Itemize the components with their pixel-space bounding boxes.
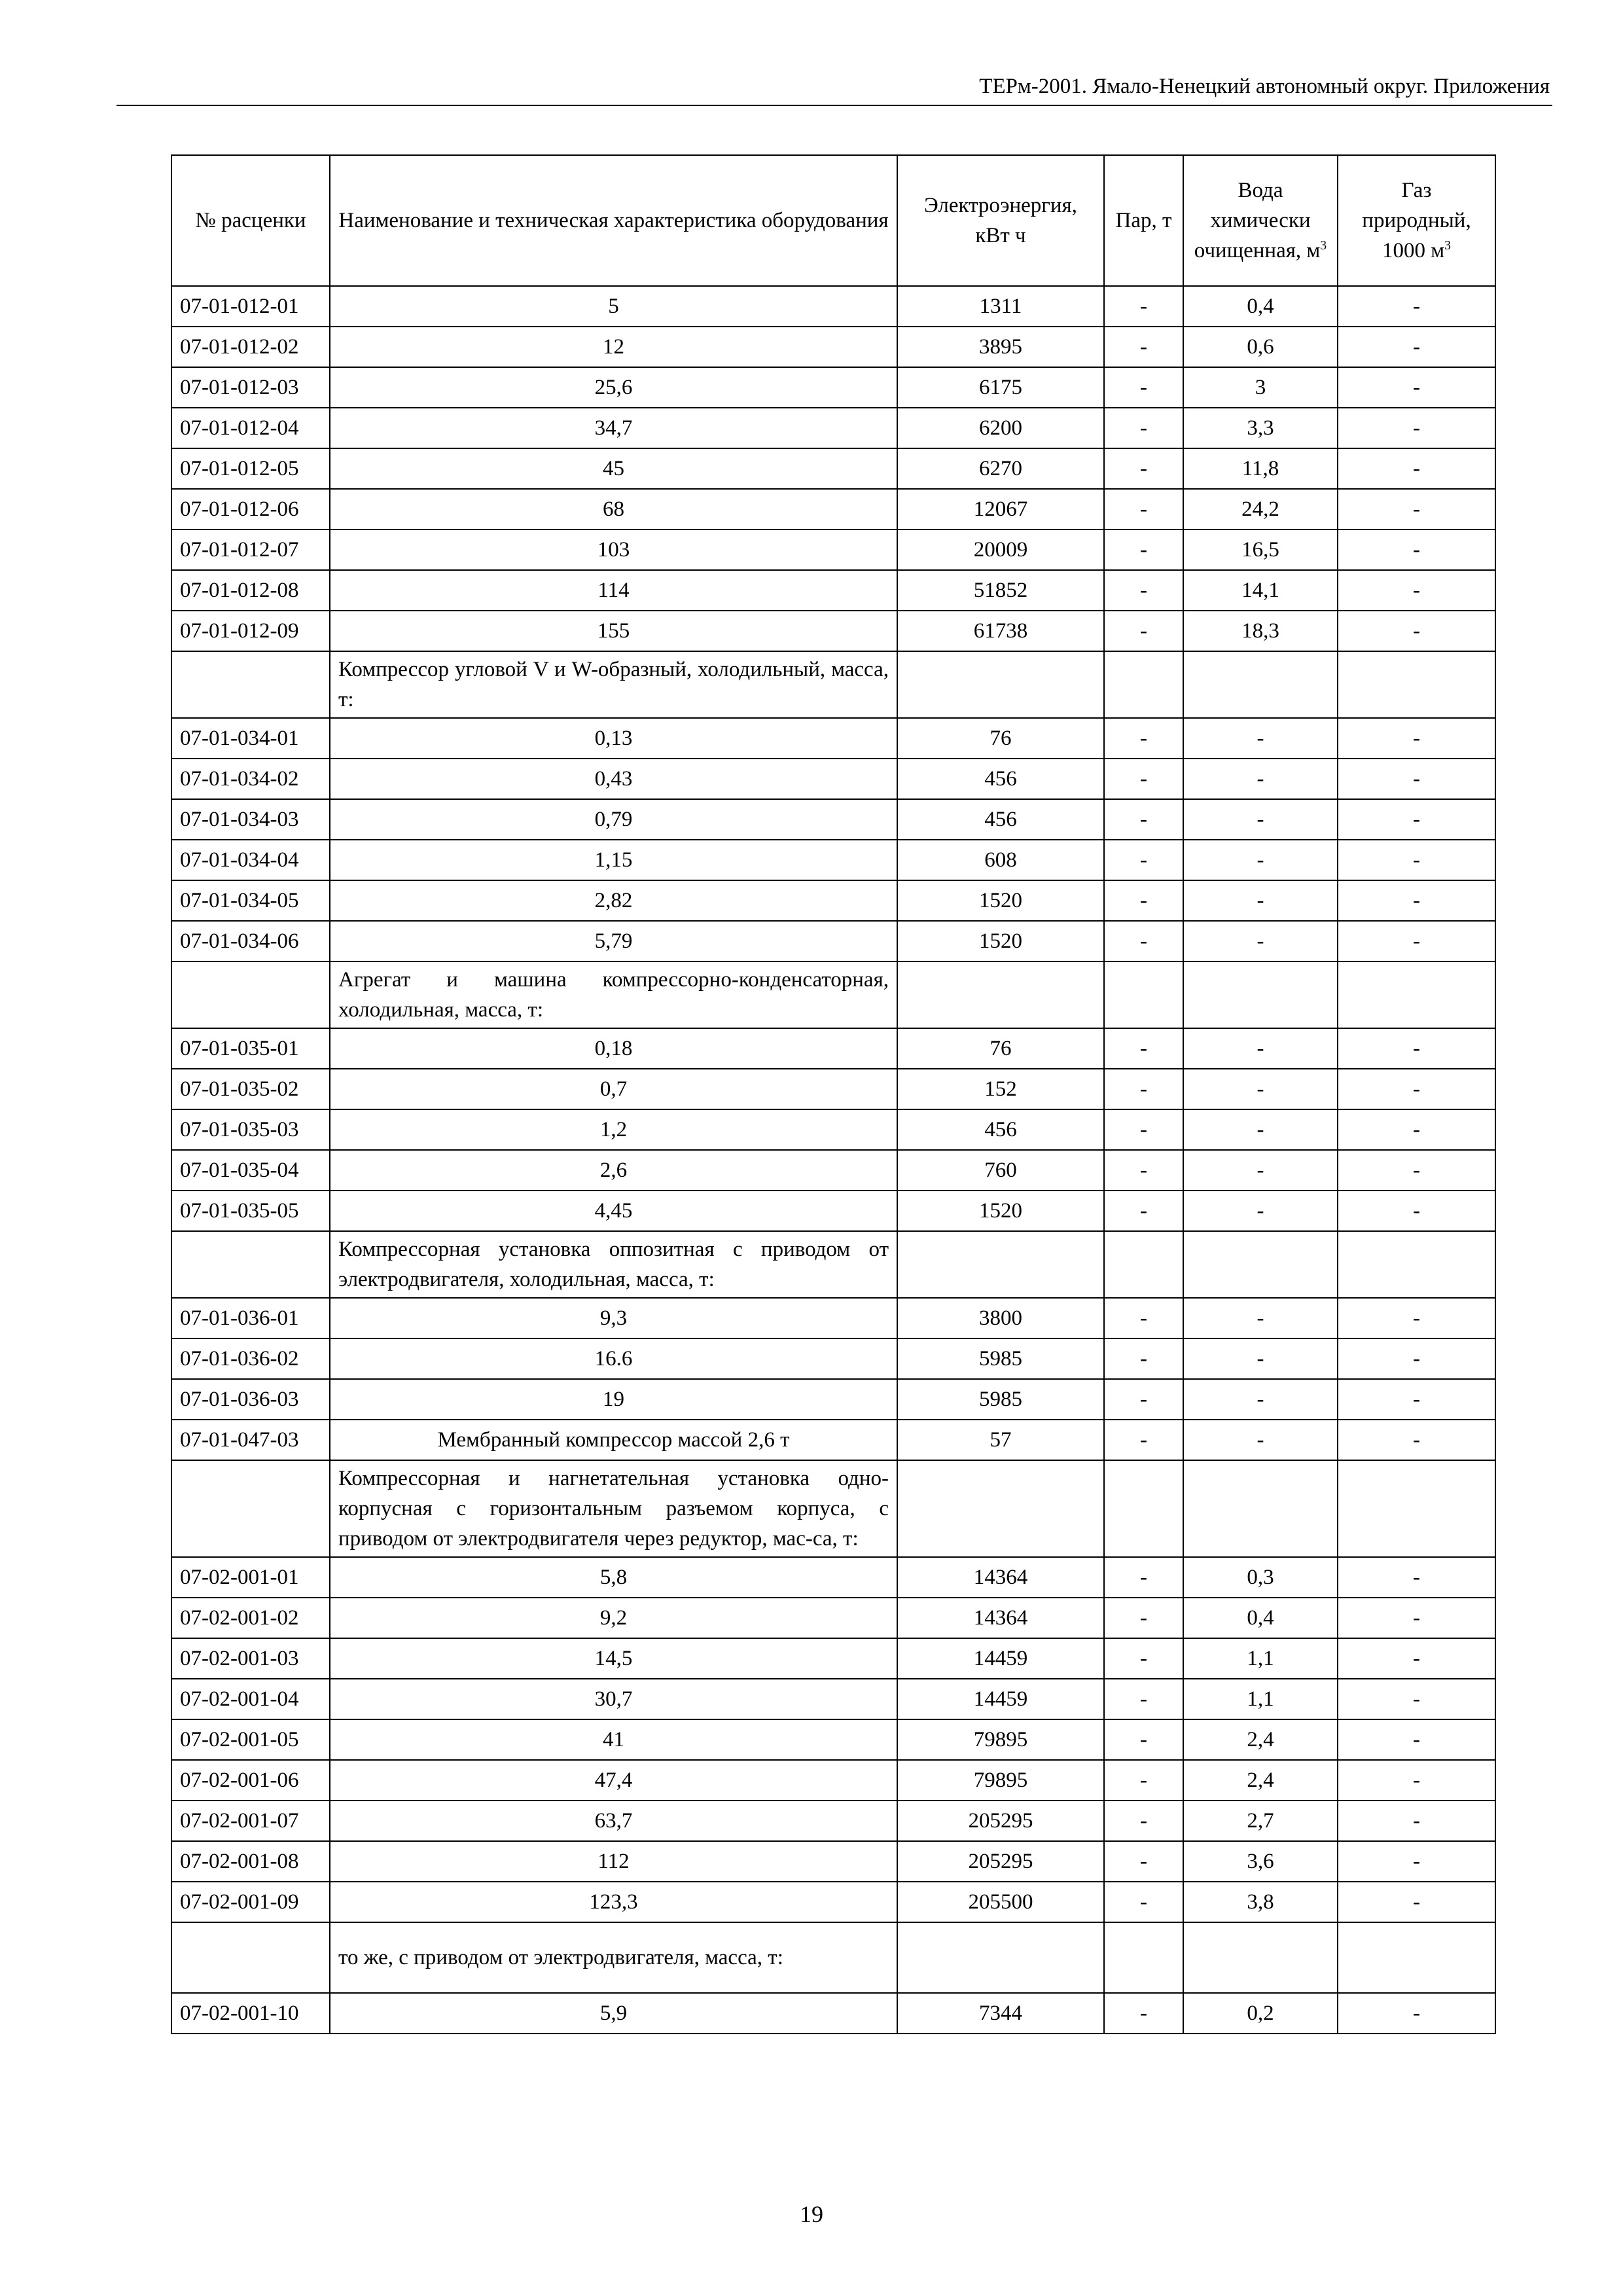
cell-water: 0,4 — [1183, 286, 1338, 327]
table-row — [171, 1298, 1495, 1338]
cell-water: 24,2 — [1183, 489, 1338, 529]
cell-name: 0,43 — [330, 759, 897, 799]
cell-water: 3 — [1183, 367, 1338, 408]
cell-gas: - — [1338, 1841, 1495, 1882]
cell-name: 16.6 — [330, 1338, 897, 1379]
cell-name: 114 — [330, 570, 897, 611]
cell-water: 2,4 — [1183, 1760, 1338, 1801]
table-row — [171, 1379, 1495, 1420]
cell-power: 6175 — [897, 367, 1104, 408]
cell-gas: - — [1338, 408, 1495, 448]
cell-name: 63,7 — [330, 1801, 897, 1841]
cell-water: 0,2 — [1183, 1993, 1338, 2034]
table-row — [171, 1191, 1495, 1231]
cell-power: 205500 — [897, 1882, 1104, 1922]
cell-steam: - — [1104, 1598, 1183, 1638]
cell-code-empty — [171, 1922, 330, 1993]
cell-name: 103 — [330, 529, 897, 570]
cell-code: 07-01-012-01 — [171, 286, 330, 327]
cell-gas: - — [1338, 1191, 1495, 1231]
cell-gas: - — [1338, 570, 1495, 611]
cell-steam: - — [1104, 1379, 1183, 1420]
cell-water: 18,3 — [1183, 611, 1338, 651]
cell-name: 0,79 — [330, 799, 897, 840]
cell-code: 07-02-001-01 — [171, 1557, 330, 1598]
cell-name: 2,6 — [330, 1150, 897, 1191]
cell-power-empty — [897, 651, 1104, 718]
table-row — [171, 1841, 1495, 1882]
cell-gas: - — [1338, 1069, 1495, 1109]
cell-power: 14364 — [897, 1557, 1104, 1598]
cell-steam: - — [1104, 1638, 1183, 1679]
cell-name: 5,79 — [330, 921, 897, 961]
cell-gas: - — [1338, 1679, 1495, 1719]
cell-code: 07-01-035-03 — [171, 1109, 330, 1150]
cell-power: 57 — [897, 1420, 1104, 1460]
table-body — [171, 286, 1495, 2034]
cell-power: 79895 — [897, 1719, 1104, 1760]
cell-power: 205295 — [897, 1841, 1104, 1882]
cell-code: 07-01-012-05 — [171, 448, 330, 489]
cell-water: - — [1183, 921, 1338, 961]
table-row — [171, 1028, 1495, 1069]
col-header-gas — [1338, 155, 1495, 286]
cell-water: - — [1183, 759, 1338, 799]
cell-code-empty — [171, 961, 330, 1028]
cell-gas: - — [1338, 1150, 1495, 1191]
cell-name: 0,7 — [330, 1069, 897, 1109]
cell-steam: - — [1104, 1298, 1183, 1338]
cell-code: 07-02-001-07 — [171, 1801, 330, 1841]
cell-steam: - — [1104, 1069, 1183, 1109]
cell-water: - — [1183, 1069, 1338, 1109]
cell-gas: - — [1338, 1338, 1495, 1379]
cell-steam: - — [1104, 1679, 1183, 1719]
cell-power: 20009 — [897, 529, 1104, 570]
table-row — [171, 1598, 1495, 1638]
cell-name: 25,6 — [330, 367, 897, 408]
cell-code: 07-01-034-04 — [171, 840, 330, 880]
cell-steam-empty — [1104, 1460, 1183, 1557]
cell-power: 3895 — [897, 327, 1104, 367]
cell-gas: - — [1338, 1598, 1495, 1638]
cell-code-empty — [171, 651, 330, 718]
cell-water-empty — [1183, 651, 1338, 718]
cell-water: 16,5 — [1183, 529, 1338, 570]
cell-name: 5 — [330, 286, 897, 327]
cell-name: 41 — [330, 1719, 897, 1760]
col-header-steam: Пар, т — [1104, 155, 1183, 286]
cell-steam: - — [1104, 1191, 1183, 1231]
cell-code: 07-01-035-01 — [171, 1028, 330, 1069]
cell-power: 51852 — [897, 570, 1104, 611]
cell-power-empty — [897, 1231, 1104, 1298]
cell-name: 112 — [330, 1841, 897, 1882]
table-row — [171, 1069, 1495, 1109]
cell-name: 0,13 — [330, 718, 897, 759]
cell-gas: - — [1338, 448, 1495, 489]
cell-gas: - — [1338, 1882, 1495, 1922]
cell-gas: - — [1338, 1638, 1495, 1679]
table-row — [171, 880, 1495, 921]
cell-power: 3800 — [897, 1298, 1104, 1338]
table-row — [171, 718, 1495, 759]
cell-steam: - — [1104, 1338, 1183, 1379]
cell-name: 30,7 — [330, 1679, 897, 1719]
table-row — [171, 1679, 1495, 1719]
cell-code: 07-01-036-03 — [171, 1379, 330, 1420]
table-header-row — [171, 155, 1495, 286]
cell-water: - — [1183, 799, 1338, 840]
table-row — [171, 570, 1495, 611]
section-description: Компрессорная и нагнетательная установка одно-корпусная с горизонтальным разъемом корпуса, с приводом от электродвигателя через редуктор, мас-са, т: — [330, 1460, 897, 1557]
cell-name: 9,2 — [330, 1598, 897, 1638]
cell-gas: - — [1338, 1993, 1495, 2034]
table-row — [171, 611, 1495, 651]
cell-water: - — [1183, 1420, 1338, 1460]
cell-gas: - — [1338, 921, 1495, 961]
cell-name: 14,5 — [330, 1638, 897, 1679]
cell-water: 0,4 — [1183, 1598, 1338, 1638]
section-description: Компрессор угловой V и W-образный, холодильный, масса, т: — [330, 651, 897, 718]
cell-steam: - — [1104, 611, 1183, 651]
section-header-row — [171, 1922, 1495, 1993]
table-row — [171, 1109, 1495, 1150]
table-row — [171, 1638, 1495, 1679]
cell-code: 07-01-035-04 — [171, 1150, 330, 1191]
cell-steam-empty — [1104, 651, 1183, 718]
table-row — [171, 921, 1495, 961]
cell-name: 0,18 — [330, 1028, 897, 1069]
cell-power: 6270 — [897, 448, 1104, 489]
page-number: 19 — [800, 2201, 823, 2227]
cell-steam: - — [1104, 1760, 1183, 1801]
cell-water: 2,4 — [1183, 1719, 1338, 1760]
cell-steam: - — [1104, 448, 1183, 489]
cell-power: 14459 — [897, 1679, 1104, 1719]
cell-steam: - — [1104, 1028, 1183, 1069]
cell-power-empty — [897, 1922, 1104, 1993]
cell-name: 5,8 — [330, 1557, 897, 1598]
cell-code: 07-02-001-02 — [171, 1598, 330, 1638]
cell-water: 3,8 — [1183, 1882, 1338, 1922]
cell-gas: - — [1338, 1760, 1495, 1801]
cell-code: 07-01-012-04 — [171, 408, 330, 448]
cell-gas-empty — [1338, 1460, 1495, 1557]
cell-code: 07-01-034-03 — [171, 799, 330, 840]
cell-gas: - — [1338, 327, 1495, 367]
cell-code: 07-01-012-08 — [171, 570, 330, 611]
table-row — [171, 529, 1495, 570]
cell-code: 07-01-012-06 — [171, 489, 330, 529]
cell-gas: - — [1338, 840, 1495, 880]
cell-steam: - — [1104, 529, 1183, 570]
cell-water: - — [1183, 1028, 1338, 1069]
cell-code: 07-01-034-05 — [171, 880, 330, 921]
cell-power: 79895 — [897, 1760, 1104, 1801]
cell-gas: - — [1338, 759, 1495, 799]
resource-table — [171, 154, 1496, 2034]
cell-power: 456 — [897, 799, 1104, 840]
cell-code-empty — [171, 1231, 330, 1298]
cell-power: 12067 — [897, 489, 1104, 529]
cell-code: 07-02-001-09 — [171, 1882, 330, 1922]
cell-water: 0,3 — [1183, 1557, 1338, 1598]
cell-name: Мембранный компрессор массой 2,6 т — [330, 1420, 897, 1460]
cell-power: 1520 — [897, 921, 1104, 961]
table-row — [171, 286, 1495, 327]
cell-steam: - — [1104, 367, 1183, 408]
cell-steam: - — [1104, 1993, 1183, 2034]
cell-steam: - — [1104, 1841, 1183, 1882]
cell-power: 76 — [897, 1028, 1104, 1069]
cell-gas: - — [1338, 799, 1495, 840]
cell-power: 7344 — [897, 1993, 1104, 2034]
cell-water: - — [1183, 1150, 1338, 1191]
table-row — [171, 1882, 1495, 1922]
cell-code: 07-02-001-03 — [171, 1638, 330, 1679]
cell-water: 1,1 — [1183, 1638, 1338, 1679]
cell-power: 1520 — [897, 1191, 1104, 1231]
col-header-code: № расценки — [171, 155, 330, 286]
cell-name: 45 — [330, 448, 897, 489]
table-row — [171, 1338, 1495, 1379]
section-header-row — [171, 1460, 1495, 1557]
cell-gas: - — [1338, 611, 1495, 651]
cell-code: 07-02-001-10 — [171, 1993, 330, 2034]
cell-power: 76 — [897, 718, 1104, 759]
table-row — [171, 759, 1495, 799]
cell-name: 1,15 — [330, 840, 897, 880]
cell-steam: - — [1104, 880, 1183, 921]
table-row — [171, 1150, 1495, 1191]
cell-water: - — [1183, 880, 1338, 921]
cell-code: 07-02-001-04 — [171, 1679, 330, 1719]
cell-steam: - — [1104, 408, 1183, 448]
cell-water-empty — [1183, 1922, 1338, 1993]
table-row — [171, 408, 1495, 448]
cell-power: 61738 — [897, 611, 1104, 651]
cell-gas: - — [1338, 489, 1495, 529]
cell-gas: - — [1338, 286, 1495, 327]
section-description: Агрегат и машина компрессорно-конденсаторная, холодильная, масса, т: — [330, 961, 897, 1028]
cell-power: 456 — [897, 1109, 1104, 1150]
cell-water: - — [1183, 718, 1338, 759]
cell-steam: - — [1104, 1150, 1183, 1191]
cell-gas: - — [1338, 880, 1495, 921]
cell-name: 1,2 — [330, 1109, 897, 1150]
cell-water: - — [1183, 1298, 1338, 1338]
cell-code: 07-01-012-09 — [171, 611, 330, 651]
cell-power: 456 — [897, 759, 1104, 799]
cell-gas: - — [1338, 367, 1495, 408]
cell-power: 152 — [897, 1069, 1104, 1109]
cell-name: 34,7 — [330, 408, 897, 448]
cell-code: 07-01-036-02 — [171, 1338, 330, 1379]
cell-water: - — [1183, 1338, 1338, 1379]
cell-name: 19 — [330, 1379, 897, 1420]
cell-gas: - — [1338, 1719, 1495, 1760]
cell-power: 760 — [897, 1150, 1104, 1191]
section-header-row — [171, 961, 1495, 1028]
cell-steam: - — [1104, 1801, 1183, 1841]
cell-code: 07-01-012-07 — [171, 529, 330, 570]
cell-code: 07-01-034-06 — [171, 921, 330, 961]
cell-water: - — [1183, 1191, 1338, 1231]
col-header-water-text: Вода химически очищенная, м — [1194, 179, 1321, 262]
table-row — [171, 1801, 1495, 1841]
cell-water: - — [1183, 1109, 1338, 1150]
cell-power: 14364 — [897, 1598, 1104, 1638]
cell-code: 07-02-001-05 — [171, 1719, 330, 1760]
cell-water-empty — [1183, 961, 1338, 1028]
cell-water: - — [1183, 1379, 1338, 1420]
cell-steam: - — [1104, 286, 1183, 327]
cell-steam: - — [1104, 1420, 1183, 1460]
table-row — [171, 1420, 1495, 1460]
cell-water: 14,1 — [1183, 570, 1338, 611]
cell-power: 1520 — [897, 880, 1104, 921]
table-row — [171, 448, 1495, 489]
cell-power: 205295 — [897, 1801, 1104, 1841]
cell-water-empty — [1183, 1231, 1338, 1298]
cell-code: 07-01-034-02 — [171, 759, 330, 799]
cell-power: 608 — [897, 840, 1104, 880]
col-header-water-sup: 3 — [1320, 238, 1327, 253]
cell-steam: - — [1104, 921, 1183, 961]
cell-power: 5985 — [897, 1338, 1104, 1379]
table-row — [171, 1760, 1495, 1801]
section-description: то же, с приводом от электродвигателя, масса, т: — [330, 1922, 897, 1993]
cell-name: 5,9 — [330, 1993, 897, 2034]
cell-steam: - — [1104, 327, 1183, 367]
cell-code-empty — [171, 1460, 330, 1557]
cell-water: 3,6 — [1183, 1841, 1338, 1882]
cell-water: 3,3 — [1183, 408, 1338, 448]
table-row — [171, 1557, 1495, 1598]
section-header-row — [171, 1231, 1495, 1298]
cell-steam: - — [1104, 1109, 1183, 1150]
cell-steam: - — [1104, 1882, 1183, 1922]
section-description: Компрессорная установка оппозитная с приводом от электродвигателя, холодильная, масса, т: — [330, 1231, 897, 1298]
cell-power-empty — [897, 1460, 1104, 1557]
col-header-name: Наименование и техническая характеристика оборудования — [330, 155, 897, 286]
cell-power: 14459 — [897, 1638, 1104, 1679]
cell-name: 2,82 — [330, 880, 897, 921]
cell-gas: - — [1338, 1557, 1495, 1598]
cell-steam: - — [1104, 1719, 1183, 1760]
col-header-power: Электроэнергия, кВт ч — [897, 155, 1104, 286]
cell-power: 5985 — [897, 1379, 1104, 1420]
cell-steam: - — [1104, 718, 1183, 759]
cell-steam-empty — [1104, 1231, 1183, 1298]
cell-name: 123,3 — [330, 1882, 897, 1922]
cell-name: 68 — [330, 489, 897, 529]
col-header-water — [1183, 155, 1338, 286]
col-header-gas-sup: 3 — [1444, 238, 1452, 253]
cell-code: 07-01-047-03 — [171, 1420, 330, 1460]
cell-steam: - — [1104, 759, 1183, 799]
cell-gas: - — [1338, 1028, 1495, 1069]
cell-gas: - — [1338, 1801, 1495, 1841]
cell-gas: - — [1338, 1379, 1495, 1420]
cell-code: 07-01-035-05 — [171, 1191, 330, 1231]
cell-gas: - — [1338, 1109, 1495, 1150]
cell-steam: - — [1104, 570, 1183, 611]
cell-code: 07-01-035-02 — [171, 1069, 330, 1109]
cell-steam: - — [1104, 799, 1183, 840]
cell-code: 07-01-034-01 — [171, 718, 330, 759]
cell-gas: - — [1338, 1298, 1495, 1338]
cell-gas: - — [1338, 529, 1495, 570]
cell-power: 1311 — [897, 286, 1104, 327]
cell-name: 47,4 — [330, 1760, 897, 1801]
cell-gas-empty — [1338, 651, 1495, 718]
header-rule — [116, 105, 1552, 106]
cell-water: 0,6 — [1183, 327, 1338, 367]
cell-water: - — [1183, 840, 1338, 880]
cell-gas-empty — [1338, 961, 1495, 1028]
cell-water: 11,8 — [1183, 448, 1338, 489]
cell-gas-empty — [1338, 1231, 1495, 1298]
cell-water: 2,7 — [1183, 1801, 1338, 1841]
cell-name: 12 — [330, 327, 897, 367]
col-header-gas-text: Газ природный, 1000 м — [1362, 179, 1471, 262]
cell-gas: - — [1338, 1420, 1495, 1460]
table-row — [171, 1993, 1495, 2034]
cell-steam-empty — [1104, 1922, 1183, 1993]
cell-name: 9,3 — [330, 1298, 897, 1338]
table-row — [171, 1719, 1495, 1760]
table-row — [171, 327, 1495, 367]
table-row — [171, 489, 1495, 529]
cell-steam: - — [1104, 489, 1183, 529]
cell-code: 07-02-001-06 — [171, 1760, 330, 1801]
cell-code: 07-02-001-08 — [171, 1841, 330, 1882]
table-row — [171, 799, 1495, 840]
cell-power: 6200 — [897, 408, 1104, 448]
cell-water-empty — [1183, 1460, 1338, 1557]
table-row — [171, 367, 1495, 408]
cell-code: 07-01-012-02 — [171, 327, 330, 367]
cell-steam: - — [1104, 840, 1183, 880]
cell-name: 155 — [330, 611, 897, 651]
cell-steam-empty — [1104, 961, 1183, 1028]
cell-steam: - — [1104, 1557, 1183, 1598]
running-header: ТЕРм-2001. Ямало-Ненецкий автономный округ. Приложения — [979, 75, 1550, 98]
cell-code: 07-01-036-01 — [171, 1298, 330, 1338]
cell-power-empty — [897, 961, 1104, 1028]
cell-name: 4,45 — [330, 1191, 897, 1231]
cell-gas-empty — [1338, 1922, 1495, 1993]
table-row — [171, 840, 1495, 880]
cell-code: 07-01-012-03 — [171, 367, 330, 408]
cell-water: 1,1 — [1183, 1679, 1338, 1719]
cell-gas: - — [1338, 718, 1495, 759]
section-header-row — [171, 651, 1495, 718]
